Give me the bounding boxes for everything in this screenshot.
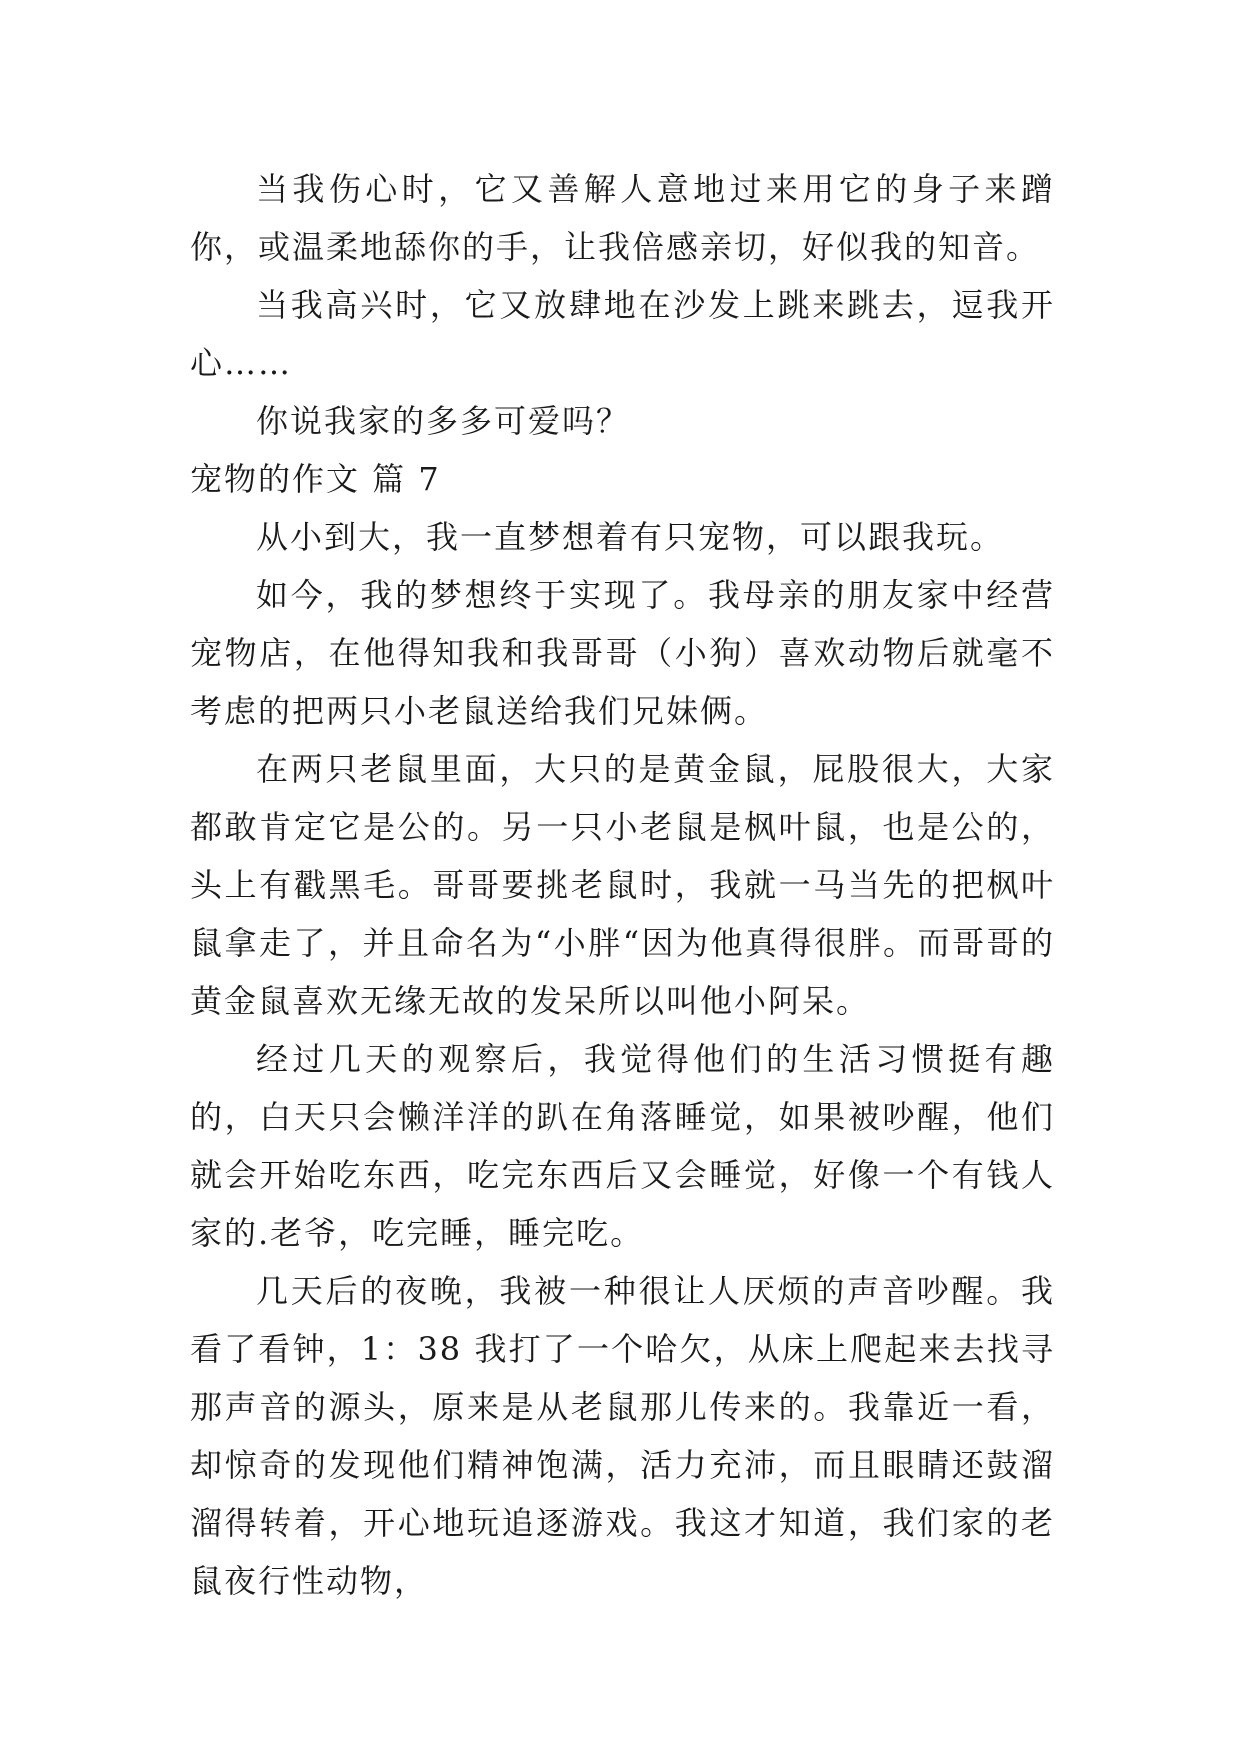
paragraph: 几天后的夜晚，我被一种很让人厌烦的声音吵醒。我看了看钟，1：38 我打了一个哈欠，从床上爬起来去找寻那声音的源头，原来是从老鼠那儿传来的。我靠近一看，却惊奇的发现他们精神饱满，活力充沛，而且眼睛还鼓溜溜得转着，开心地玩追逐游戏。我这才知道，我们家的老鼠夜行性动物， <box>190 1272 1055 1600</box>
paragraph: 当我伤心时，它又善解人意地过来用它的身子来蹭你，或温柔地舔你的手，让我倍感亲切，好似我的知音。 <box>190 170 1055 266</box>
paragraph: 你说我家的多多可爱吗？ <box>256 402 631 440</box>
paragraph: 经过几天的观察后，我觉得他们的生活习惯挺有趣的，白天只会懒洋洋的趴在角落睡觉，如果被吵醒，他们就会开始吃东西，吃完东西后又会睡觉，好像一个有钱人家的.老爷，吃完睡，睡完吃。 <box>190 1040 1055 1252</box>
paragraph: 如今，我的梦想终于实现了。我母亲的朋友家中经营宠物店，在他得知我和我哥哥（小狗）喜欢动物后就毫不考虑的把两只小老鼠送给我们兄妹俩。 <box>190 576 1055 730</box>
paragraph: 当我高兴时，它又放肆地在沙发上跳来跳去，逗我开心…… <box>190 286 1055 382</box>
section-heading: 宠物的作文 篇 7 <box>190 460 441 498</box>
paragraph: 在两只老鼠里面，大只的是黄金鼠，屁股很大，大家都敢肯定它是公的。另一只小老鼠是枫叶鼠，也是公的，头上有戳黑毛。哥哥要挑老鼠时，我就一马当先的把枫叶鼠拿走了，并且命名为“小胖“因为他真得很胖。而哥哥的黄金鼠喜欢无缘无故的发呆所以叫他小阿呆。 <box>190 750 1055 1020</box>
paragraph: 从小到大，我一直梦想着有只宠物，可以跟我玩。 <box>256 518 1005 556</box>
document-page <box>190 160 1055 1610</box>
